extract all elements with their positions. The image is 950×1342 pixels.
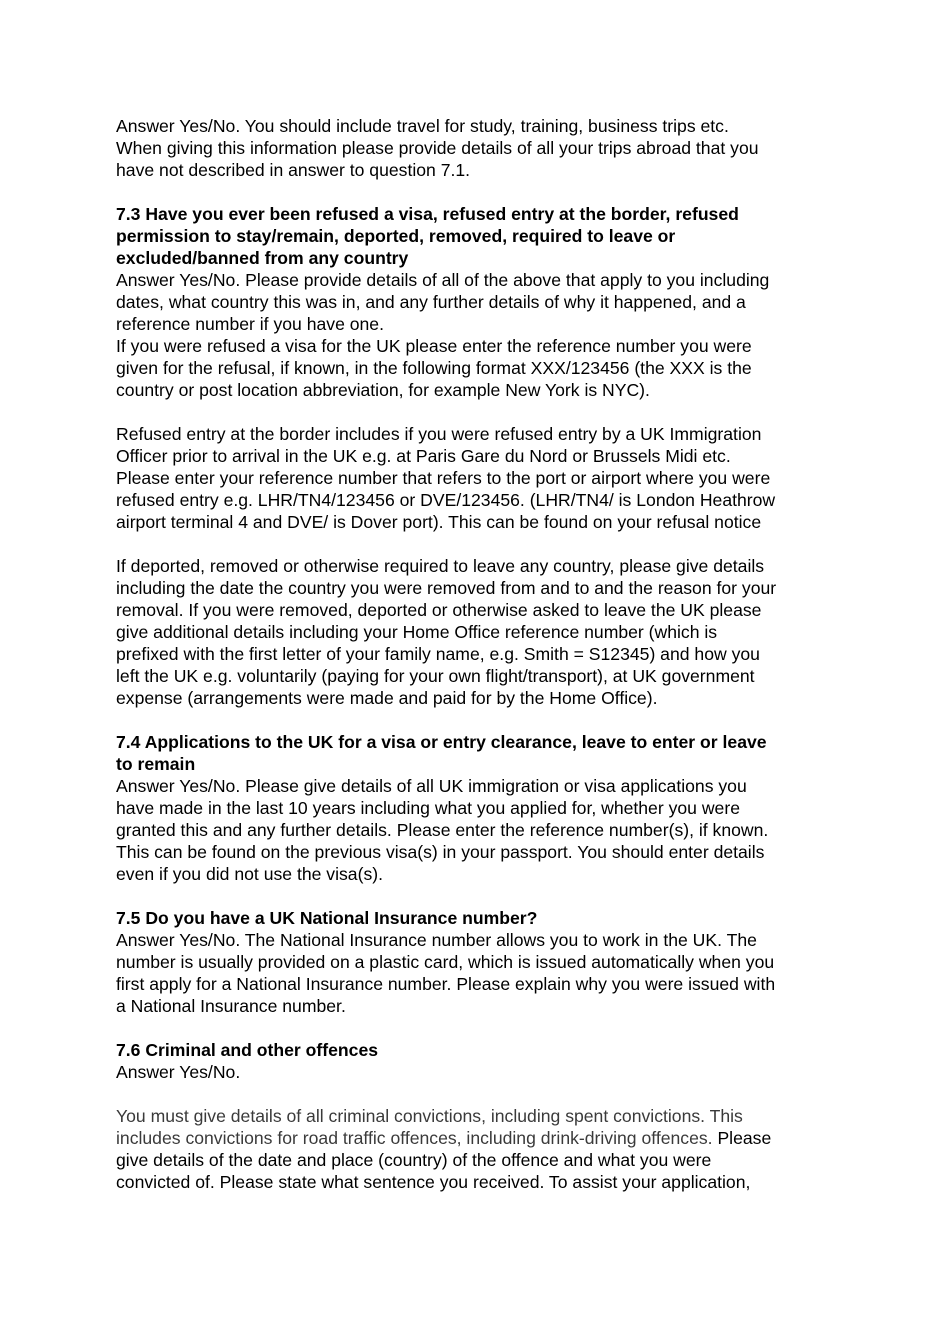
text-line: number is usually provided on a plastic card, which is issued automatically when you [116,952,775,972]
text-line: country or post location abbreviation, for example New York is NYC). [116,380,650,400]
section-7-3-paragraph-3 [116,555,846,709]
section-7-6-heading [116,1039,846,1061]
text-line: prefixed with the first letter of your family name, e.g. Smith = S12345) and how you [116,644,760,664]
text-line: expense (arrangements were made and paid for by the Home Office). [116,688,658,708]
heading-line: excluded/banned from any country [116,248,409,268]
text-line: airport terminal 4 and DVE/ is Dover port). This can be found on your refusal notice [116,512,762,532]
section-7-4-paragraph-1 [116,775,846,885]
text-line: Refused entry at the border includes if you were refused entry by a UK Immigration [116,424,762,444]
text-line: Answer Yes/No. The National Insurance number allows you to work in the UK. The [116,930,757,950]
paragraph-gap [116,181,846,203]
text-line: reference number if you have one. [116,314,384,334]
text-line: Answer Yes/No. [116,1062,241,1082]
text-line: given for the refusal, if known, in the following format XXX/123456 (the XXX is the [116,358,752,378]
heading-line: 7.3 Have you ever been refused a visa, refused entry at the border, refused [116,204,739,224]
text-line: have made in the last 10 years including what you applied for, whether you were [116,798,740,818]
text-line: give additional details including your Home Office reference number (which is [116,622,718,642]
section-7-5-heading [116,907,846,929]
section-7-3-paragraph-2 [116,423,846,533]
section-7-6-paragraph-2 [116,1105,846,1193]
text-line: including the date the country you were removed from and to and the reason for your [116,578,777,598]
text-line: Answer Yes/No. Please provide details of all of the above that apply to you including [116,270,770,290]
text-line: a National Insurance number. [116,996,346,1016]
paragraph-gap [116,533,846,555]
text-line: refused entry e.g. LHR/TN4/123456 or DVE/123456. (LHR/TN4/ is London Heathrow [116,490,776,510]
text-line: This can be found on the previous visa(s) in your passport. You should enter details [116,842,765,862]
section-7-3-heading [116,203,846,269]
text-line [116,1127,846,1149]
text-line: You must give details of all criminal convictions, including spent convictions. This [116,1106,743,1126]
section-7-6-paragraph-1 [116,1061,846,1083]
text-line: first apply for a National Insurance number. Please explain why you were issued with [116,974,776,994]
text-line: Officer prior to arrival in the UK e.g. at Paris Gare du Nord or Brussels Midi etc. [116,446,731,466]
text-line: When giving this information please provide details of all your trips abroad that you [116,138,759,158]
document-page [116,115,846,1193]
text-line: granted this and any further details. Please enter the reference number(s), if known. [116,820,769,840]
paragraph-gap [116,1017,846,1039]
text-line: If deported, removed or otherwise required to leave any country, please give details [116,556,765,576]
section-7-3-paragraph-1 [116,269,846,401]
paragraph-gap [116,885,846,907]
text-line: left the UK e.g. voluntarily (paying for your own flight/transport), at UK government [116,666,755,686]
intro-paragraph [116,115,846,181]
heading-line: to remain [116,754,196,774]
text-line: convicted of. Please state what sentence you received. To assist your application, [116,1172,751,1192]
text-line: have not described in answer to question 7.1. [116,160,471,180]
section-7-5-paragraph-1 [116,929,846,1017]
heading-line: 7.4 Applications to the UK for a visa or entry clearance, leave to enter or leave [116,732,767,752]
text-span-grey: includes convictions for road traffic offences, including drink-driving offences. [116,1128,713,1148]
paragraph-gap [116,1083,846,1105]
text-line: If you were refused a visa for the UK please enter the reference number you were [116,336,752,356]
section-7-4-heading [116,731,846,775]
heading-line: 7.6 Criminal and other offences [116,1040,379,1060]
text-line: Answer Yes/No. You should include travel for study, training, business trips etc. [116,116,729,136]
paragraph-gap [116,401,846,423]
text-line: even if you did not use the visa(s). [116,864,383,884]
paragraph-gap [116,709,846,731]
text-line: Answer Yes/No. Please give details of all UK immigration or visa applications you [116,776,747,796]
text-line: give details of the date and place (country) of the offence and what you were [116,1150,712,1170]
text-line: removal. If you were removed, deported or otherwise asked to leave the UK please [116,600,762,620]
heading-line: permission to stay/remain, deported, removed, required to leave or [116,226,676,246]
text-line: dates, what country this was in, and any further details of why it happened, and a [116,292,746,312]
heading-line: 7.5 Do you have a UK National Insurance number? [116,908,538,928]
text-span: Please [712,1128,772,1148]
text-line: Please enter your reference number that refers to the port or airport where you were [116,468,771,488]
